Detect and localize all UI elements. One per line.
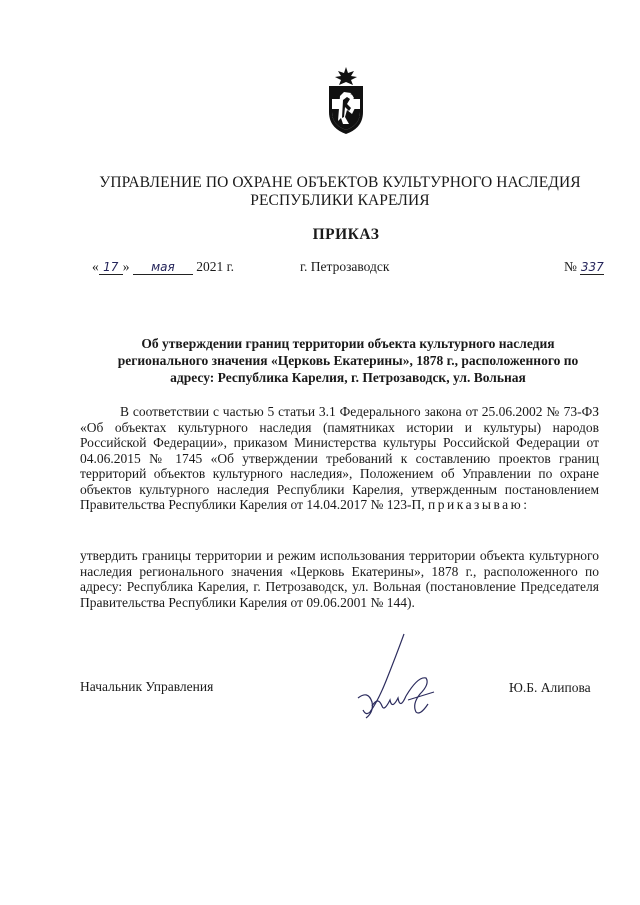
subject-line-3: адресу: Республика Карелия, г. Петрозаводск, ул. Вольная <box>170 370 526 385</box>
order-number <box>564 259 604 275</box>
karelia-coat-of-arms-emblem <box>324 64 368 136</box>
date-month: мая <box>133 260 193 275</box>
preamble-paragraph <box>80 404 599 513</box>
subject-line-2: регионального значения «Церковь Екатерины», 1878 г., расположенного по <box>117 353 579 368</box>
order-date <box>92 259 234 275</box>
preamble-text: В соответствии с частью 5 статьи 3.1 Федерального закона от 25.06.2002 № 73-ФЗ «Об объектах культурного наследия (памятниках истории и культуры) народов Российской Федерации», приказом Министерства культуры Российской Федерации от 04.06.2015 № 1745 «Об утверждении требований к составлению проектов границ территорий объектов культурного наследия», Положением об Управлении по охране объектов культурного наследия Республики Карелия, утвержденным постановлением Правительства Республики Карелия от 14.04.2017 № 123-П, <box>80 404 599 512</box>
order-number-label: № <box>564 259 577 274</box>
order-city: г. Петрозаводск <box>300 259 390 274</box>
agency-name-line-1: УПРАВЛЕНИЕ ПО ОХРАНЕ ОБЪЕКТОВ КУЛЬТУРНОГО НАСЛЕДИЯ <box>99 174 581 191</box>
date-quote-open: « <box>92 259 99 274</box>
date-day: 17 <box>99 260 123 275</box>
order-word: приказываю: <box>428 497 530 512</box>
agency-name-line-2: РЕСПУБЛИКИ КАРЕЛИЯ <box>250 192 430 209</box>
date-year: 2021 г. <box>196 259 235 274</box>
order-subject <box>100 335 596 386</box>
order-clause: утвердить границы территории и режим использования территории объекта культурного наследия регионального значения «Церковь Екатерины», 1878 г., расположенного по адресу: Республика Карелия, г. Петрозаводск, ул. Вольная (постановление Председателя Правительства Республики Карелия от 09.06.2001 № 144). <box>80 548 599 610</box>
date-quote-close: » <box>122 259 130 274</box>
order-number-value: 337 <box>580 260 604 274</box>
handwritten-signature <box>346 626 440 726</box>
agency-name <box>70 174 610 210</box>
document-type-title: ПРИКАЗ <box>312 226 380 243</box>
signatory-position: Начальник Управления <box>80 679 214 694</box>
subject-line-1: Об утверждении границ территории объекта культурного наследия <box>141 336 555 351</box>
signatory-name: Ю.Б. Алипова <box>509 680 591 695</box>
